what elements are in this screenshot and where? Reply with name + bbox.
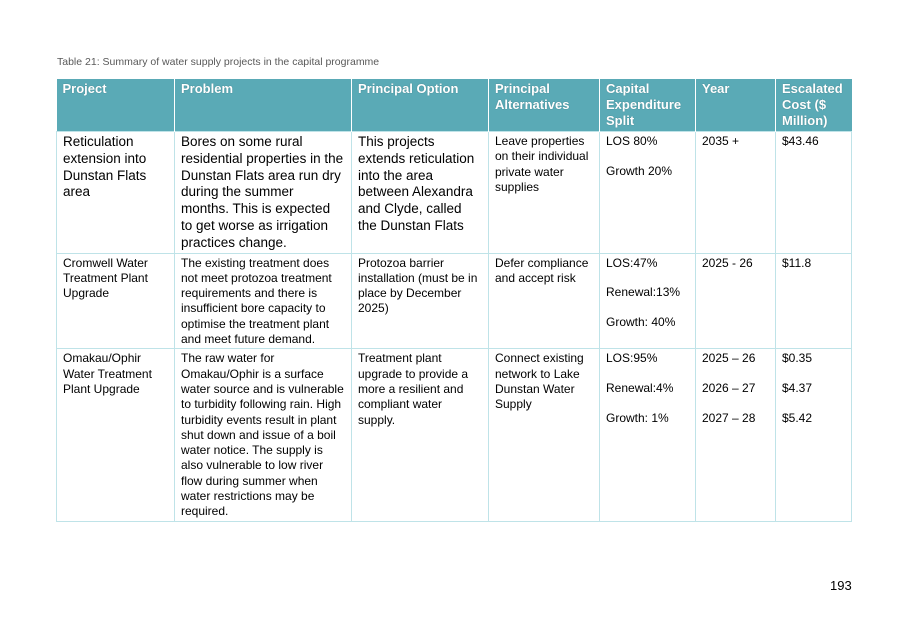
- header-principal-alternatives: Principal Alternatives: [489, 79, 600, 132]
- split-value: Growth 20%: [606, 163, 673, 178]
- cell-principal-alternatives: Leave properties on their individual private water supplies: [489, 132, 600, 254]
- cell-escalated-cost: [776, 253, 852, 349]
- water-supply-projects-table: [56, 79, 852, 522]
- cost-value: $0.35: [782, 351, 813, 366]
- cost-value: $4.37: [782, 381, 813, 396]
- split-value: LOS 80%: [606, 134, 658, 148]
- cell-principal-alternatives: Defer compliance and accept risk: [489, 253, 600, 349]
- cell-capital-expenditure-split: [600, 132, 696, 254]
- header-problem: Problem: [175, 79, 352, 132]
- cell-project: Cromwell Water Treatment Plant Upgrade: [57, 253, 175, 349]
- cell-capital-expenditure-split: [600, 349, 696, 521]
- year-value: 2026 – 27: [702, 381, 756, 396]
- cell-principal-option: This projects extends reticulation into the area between Alexandra and Clyde, called the Dunstan Flats: [352, 132, 489, 254]
- split-value: Renewal:4%: [606, 381, 674, 396]
- split-value: Renewal:13%: [606, 285, 681, 300]
- header-escalated-cost: Escalated Cost ($ Million): [776, 79, 852, 132]
- cost-value: $11.8: [782, 255, 812, 270]
- cost-value: $5.42: [782, 410, 813, 425]
- cell-year: [696, 132, 776, 254]
- header-principal-option: Principal Option: [352, 79, 489, 132]
- table-row: [57, 253, 852, 349]
- split-value: LOS:95%: [606, 351, 658, 366]
- header-project: Project: [57, 79, 175, 132]
- table-header-row: [57, 79, 852, 132]
- cell-principal-alternatives: Connect existing network to Lake Dunstan Water Supply: [489, 349, 600, 521]
- cell-year: [696, 253, 776, 349]
- cell-capital-expenditure-split: [600, 253, 696, 349]
- cell-year: [696, 349, 776, 521]
- cell-escalated-cost: [776, 349, 852, 521]
- cell-escalated-cost: [776, 132, 852, 254]
- header-capital-expenditure-split: Capital Expenditure Split: [600, 79, 696, 132]
- year-value: 2027 – 28: [702, 410, 756, 425]
- cell-project: Omakau/Ophir Water Treatment Plant Upgrade: [57, 349, 175, 521]
- table-row: [57, 349, 852, 521]
- table-caption: Table 21: Summary of water supply projects in the capital programme: [57, 56, 380, 68]
- cell-problem: Bores on some rural residential properties in the Dunstan Flats area run dry during the summer months. This is expected to get worse as irrigation practices change.: [175, 132, 352, 254]
- header-year: Year: [696, 79, 776, 132]
- split-value: Growth: 1%: [606, 410, 669, 425]
- cost-value: $43.46: [782, 134, 819, 148]
- cell-problem: The raw water for Omakau/Ophir is a surface water source and is vulnerable to turbidity following rain. High turbidity events result in plant shut down and issue of a boil water notice. The supply is also vulnerable to low river flow during summer when water restrictions may be required.: [175, 349, 352, 521]
- table-row: [57, 132, 852, 254]
- page-number: 193: [830, 578, 852, 593]
- cell-principal-option: Treatment plant upgrade to provide a more a resilient and compliant water supply.: [352, 349, 489, 521]
- split-value: Growth: 40%: [606, 315, 676, 330]
- year-value: 2025 – 26: [702, 351, 756, 366]
- split-value: LOS:47%: [606, 255, 658, 270]
- cell-project: Reticulation extension into Dunstan Flats area: [57, 132, 175, 254]
- cell-principal-option: Protozoa barrier installation (must be in place by December 2025): [352, 253, 489, 349]
- year-value: 2025 - 26: [702, 255, 753, 270]
- cell-problem: The existing treatment does not meet protozoa treatment requirements and there is insufficient bore capacity to optimise the treatment plant and meet future demand.: [175, 253, 352, 349]
- year-value: 2035 +: [702, 134, 740, 148]
